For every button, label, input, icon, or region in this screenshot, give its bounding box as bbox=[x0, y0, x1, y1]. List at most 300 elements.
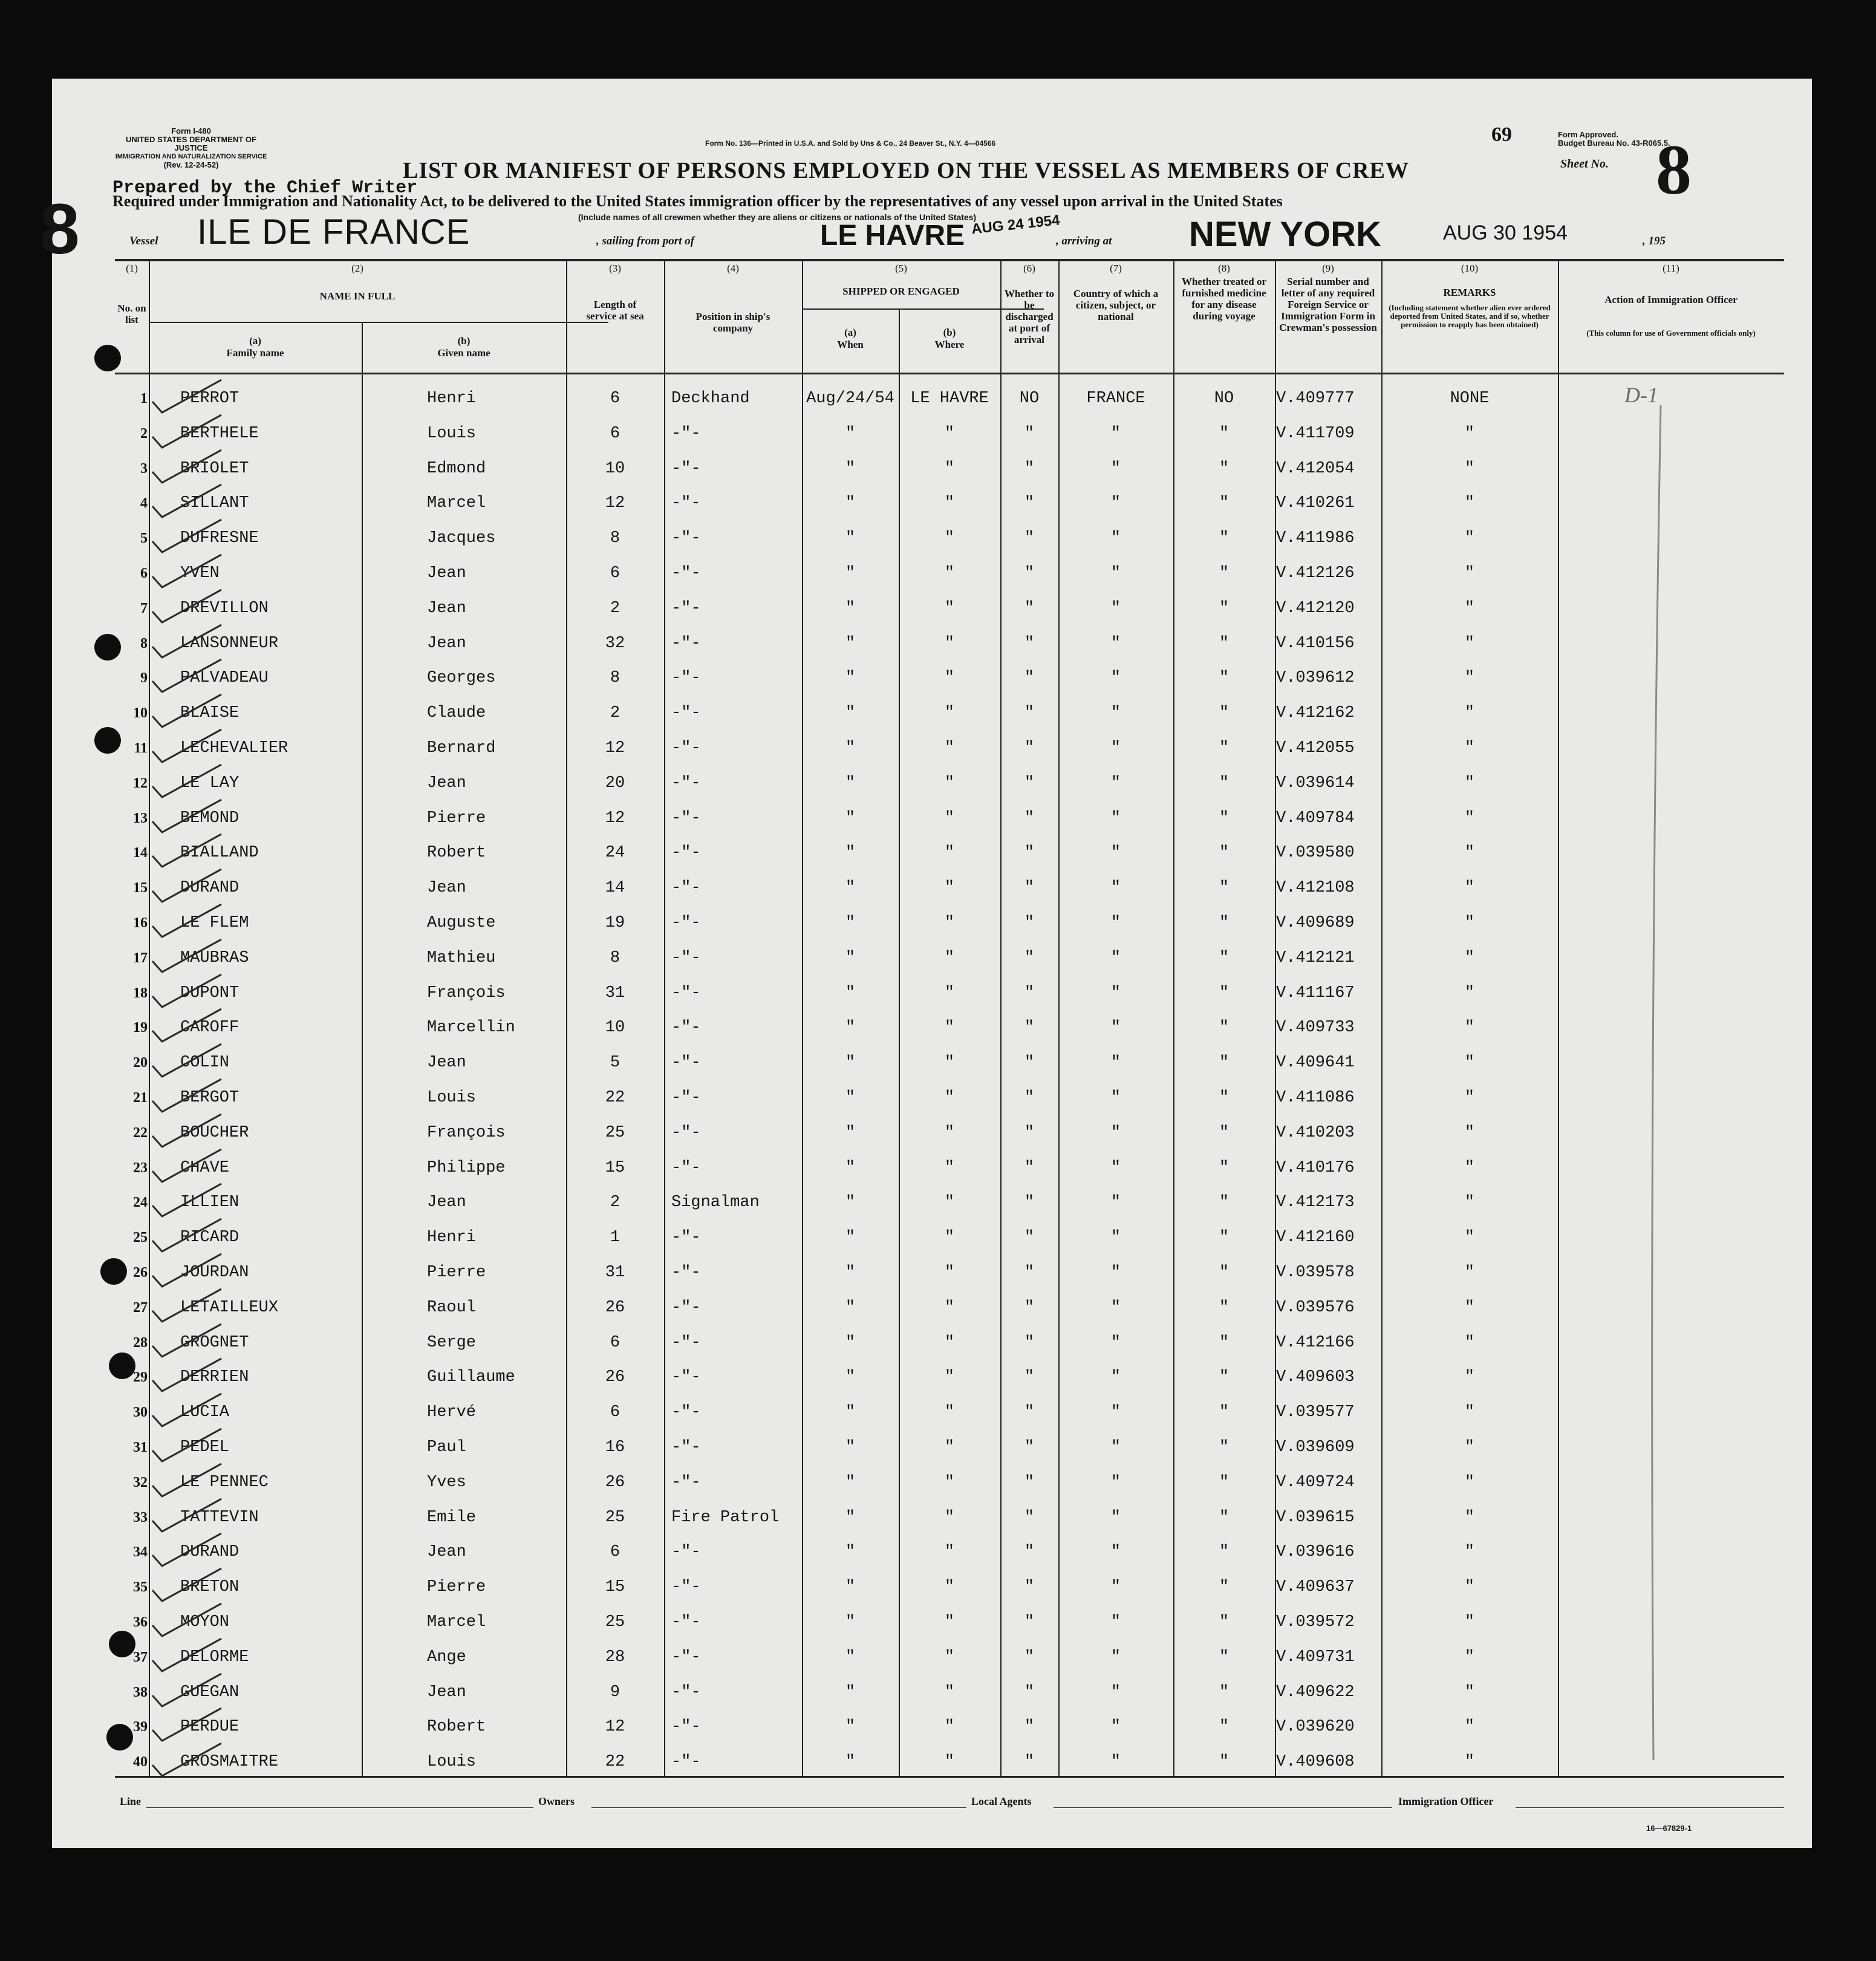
when-shipped: " bbox=[845, 914, 856, 932]
country: " bbox=[1110, 1298, 1121, 1317]
discharged: " bbox=[1024, 844, 1035, 863]
table-row bbox=[52, 1395, 1812, 1430]
length-of-service: 28 bbox=[605, 1648, 625, 1666]
position: -"- bbox=[671, 424, 701, 443]
serial-number: V.409731 bbox=[1276, 1648, 1355, 1666]
position: -"- bbox=[671, 774, 701, 792]
given-name: Marcel bbox=[427, 1613, 486, 1631]
country: " bbox=[1110, 844, 1121, 863]
country: " bbox=[1110, 1089, 1121, 1107]
row-number: 4 bbox=[140, 495, 148, 512]
family-name: DELORME bbox=[180, 1648, 249, 1666]
remarks: " bbox=[1464, 1368, 1475, 1387]
family-name: LETAILLEUX bbox=[180, 1298, 279, 1317]
given-name: Jean bbox=[427, 774, 466, 792]
position: -"- bbox=[671, 1019, 701, 1037]
row-number: 18 bbox=[133, 985, 148, 1001]
row-number: 40 bbox=[133, 1754, 148, 1770]
medicine: " bbox=[1219, 1753, 1229, 1772]
col-head-medicine: Whether treated or furnished medicine for any disease during voyage bbox=[1181, 276, 1267, 322]
country: " bbox=[1110, 1543, 1121, 1562]
given-name: Robert bbox=[427, 1718, 486, 1737]
given-name: Serge bbox=[427, 1333, 477, 1352]
country: " bbox=[1110, 1648, 1121, 1666]
approval-block bbox=[1558, 131, 1670, 148]
medicine: " bbox=[1219, 704, 1229, 723]
approval-line2: Budget Bureau No. 43-R065.5. bbox=[1558, 139, 1670, 148]
punch-hole bbox=[94, 727, 121, 754]
when-shipped: " bbox=[845, 1368, 856, 1387]
col-head-serial: Serial number and letter of any required Foreign Service or Immigration Form in Crewman's possession bbox=[1279, 276, 1377, 333]
when-shipped: " bbox=[845, 564, 856, 582]
table-row bbox=[52, 1360, 1812, 1395]
discharged: " bbox=[1024, 914, 1035, 932]
discharged: " bbox=[1024, 1228, 1035, 1247]
serial-number: V.039580 bbox=[1276, 844, 1355, 863]
position: Signalman bbox=[671, 1193, 760, 1212]
country: " bbox=[1110, 669, 1121, 688]
serial-number: V.039609 bbox=[1276, 1438, 1355, 1457]
family-name: LE PENNEC bbox=[180, 1473, 269, 1492]
given-name: Jean bbox=[427, 1683, 466, 1702]
remarks: NONE bbox=[1450, 390, 1490, 408]
discharged: " bbox=[1024, 529, 1035, 548]
remarks: " bbox=[1464, 634, 1475, 653]
when-shipped: " bbox=[845, 1333, 856, 1352]
table-row bbox=[52, 1640, 1812, 1675]
when-shipped: " bbox=[845, 1228, 856, 1247]
length-of-service: 22 bbox=[605, 1089, 625, 1107]
family-name: DUFRESNE bbox=[180, 529, 259, 548]
arrival-date: AUG 30 1954 bbox=[1443, 221, 1568, 244]
remarks: " bbox=[1464, 1264, 1475, 1282]
family-name: GUEGAN bbox=[180, 1683, 239, 1702]
length-of-service: 15 bbox=[605, 1158, 625, 1177]
where-shipped: " bbox=[944, 1054, 955, 1072]
where-shipped: " bbox=[944, 1508, 955, 1527]
where-shipped: " bbox=[944, 1019, 955, 1037]
given-name: Marcellin bbox=[427, 1019, 515, 1037]
remarks: " bbox=[1464, 599, 1475, 618]
officer-bracket-line bbox=[1624, 405, 1697, 1772]
remarks: " bbox=[1464, 1054, 1475, 1072]
when-shipped: " bbox=[845, 1123, 856, 1142]
given-name: Pierre bbox=[427, 1578, 486, 1597]
when-shipped: " bbox=[845, 1403, 856, 1422]
country: FRANCE bbox=[1086, 390, 1145, 408]
col-head-family: Family name bbox=[226, 347, 284, 359]
where-shipped: " bbox=[944, 599, 955, 618]
when-shipped: " bbox=[845, 1753, 856, 1772]
country: " bbox=[1110, 1228, 1121, 1247]
country: " bbox=[1110, 879, 1121, 898]
position: -"- bbox=[671, 704, 701, 723]
country: " bbox=[1110, 459, 1121, 478]
length-of-service: 14 bbox=[605, 879, 625, 898]
row-number: 1 bbox=[140, 391, 148, 406]
family-name: PEDEL bbox=[180, 1438, 230, 1457]
where-shipped: " bbox=[944, 1228, 955, 1247]
where-shipped: " bbox=[944, 1438, 955, 1457]
remarks: " bbox=[1464, 1578, 1475, 1597]
row-number: 6 bbox=[140, 566, 148, 581]
position: -"- bbox=[671, 914, 701, 932]
row-number: 27 bbox=[133, 1299, 148, 1316]
remarks: " bbox=[1464, 774, 1475, 792]
col-head-given: Given name bbox=[437, 347, 490, 359]
length-of-service: 2 bbox=[610, 704, 620, 723]
where-shipped: " bbox=[944, 1613, 955, 1631]
family-name: PERDUE bbox=[180, 1718, 239, 1737]
medicine: " bbox=[1219, 984, 1229, 1002]
table-row bbox=[52, 1430, 1812, 1465]
table-row bbox=[52, 1255, 1812, 1290]
discharged: " bbox=[1024, 1508, 1035, 1527]
position: -"- bbox=[671, 1683, 701, 1702]
length-of-service: 8 bbox=[610, 948, 620, 967]
family-name: BRETON bbox=[180, 1578, 239, 1597]
remarks: " bbox=[1464, 1333, 1475, 1352]
serial-number: V.412126 bbox=[1276, 564, 1355, 582]
remarks: " bbox=[1464, 1298, 1475, 1317]
remarks: " bbox=[1464, 1228, 1475, 1247]
family-name: MAUBRAS bbox=[180, 948, 249, 967]
medicine: " bbox=[1219, 529, 1229, 548]
where-shipped: " bbox=[944, 1193, 955, 1212]
when-shipped: Aug/24/54 bbox=[806, 390, 894, 408]
discharged: " bbox=[1024, 1403, 1035, 1422]
serial-number: V.410261 bbox=[1276, 494, 1355, 513]
length-of-service: 15 bbox=[605, 1578, 625, 1597]
family-name: BERGOT bbox=[180, 1089, 239, 1107]
table-row bbox=[52, 1605, 1812, 1640]
row-number: 23 bbox=[133, 1160, 148, 1176]
given-name: Raoul bbox=[427, 1298, 477, 1317]
when-shipped: " bbox=[845, 1718, 856, 1737]
country: " bbox=[1110, 1019, 1121, 1037]
where-shipped: " bbox=[944, 1368, 955, 1387]
table-row bbox=[52, 1115, 1812, 1150]
medicine: " bbox=[1219, 1054, 1229, 1072]
where-shipped: " bbox=[944, 844, 955, 863]
where-shipped: " bbox=[944, 634, 955, 653]
where-shipped: " bbox=[944, 914, 955, 932]
table-row bbox=[52, 1325, 1812, 1360]
col-head-no: No. on list bbox=[117, 302, 146, 325]
when-shipped: " bbox=[845, 879, 856, 898]
remarks: " bbox=[1464, 914, 1475, 932]
remarks: " bbox=[1464, 1543, 1475, 1562]
discharged: " bbox=[1024, 634, 1035, 653]
country: " bbox=[1110, 564, 1121, 582]
when-shipped: " bbox=[845, 459, 856, 478]
length-of-service: 22 bbox=[605, 1753, 625, 1772]
where-shipped: " bbox=[944, 809, 955, 827]
discharged: " bbox=[1024, 494, 1035, 513]
discharged: " bbox=[1024, 1089, 1035, 1107]
given-name: Paul bbox=[427, 1438, 466, 1457]
given-name: Pierre bbox=[427, 1264, 486, 1282]
agency-form: Form I-480 bbox=[171, 126, 211, 135]
col-head-name: NAME IN FULL bbox=[319, 290, 396, 302]
when-shipped: " bbox=[845, 1054, 856, 1072]
punch-hole bbox=[109, 1352, 135, 1379]
family-name: TATTEVIN bbox=[180, 1508, 259, 1527]
country: " bbox=[1110, 494, 1121, 513]
serial-number: V.409637 bbox=[1276, 1578, 1355, 1597]
discharged: " bbox=[1024, 879, 1035, 898]
when-shipped: " bbox=[845, 844, 856, 863]
where-shipped: " bbox=[944, 1158, 955, 1177]
country: " bbox=[1110, 1403, 1121, 1422]
family-name: BEMOND bbox=[180, 809, 239, 827]
where-shipped: " bbox=[944, 1298, 955, 1317]
medicine: " bbox=[1219, 1648, 1229, 1666]
discharged: " bbox=[1024, 1578, 1035, 1597]
serial-number: V.409733 bbox=[1276, 1019, 1355, 1037]
given-name: Henri bbox=[427, 390, 477, 408]
position: -"- bbox=[671, 1368, 701, 1387]
remarks: " bbox=[1464, 1613, 1475, 1631]
medicine: " bbox=[1219, 1403, 1229, 1422]
country: " bbox=[1110, 774, 1121, 792]
row-number: 2 bbox=[140, 425, 148, 442]
family-name: BERTHELE bbox=[180, 424, 259, 443]
given-name: Louis bbox=[427, 424, 477, 443]
length-of-service: 5 bbox=[610, 1054, 620, 1072]
position: -"- bbox=[671, 1264, 701, 1282]
discharged: " bbox=[1024, 1158, 1035, 1177]
vessel-label: Vessel bbox=[129, 235, 158, 247]
remarks: " bbox=[1464, 1753, 1475, 1772]
agency-line2: IMMIGRATION AND NATURALIZATION SERVICE bbox=[115, 153, 267, 160]
position: -"- bbox=[671, 1333, 701, 1352]
family-name: DUPONT bbox=[180, 984, 239, 1002]
given-name: Jacques bbox=[427, 529, 496, 548]
length-of-service: 24 bbox=[605, 844, 625, 863]
serial-number: V.410203 bbox=[1276, 1123, 1355, 1142]
family-name: BIALLAND bbox=[180, 844, 259, 863]
country: " bbox=[1110, 739, 1121, 757]
position: -"- bbox=[671, 809, 701, 827]
medicine: " bbox=[1219, 1298, 1229, 1317]
discharged: " bbox=[1024, 669, 1035, 688]
given-name: Georges bbox=[427, 669, 496, 688]
position: -"- bbox=[671, 948, 701, 967]
serial-number: V.411709 bbox=[1276, 424, 1355, 443]
given-name: Jean bbox=[427, 1054, 466, 1072]
when-shipped: " bbox=[845, 739, 856, 757]
row-number: 33 bbox=[133, 1509, 148, 1525]
given-name: Robert bbox=[427, 844, 486, 863]
length-of-service: 12 bbox=[605, 739, 625, 757]
table-row bbox=[52, 696, 1812, 731]
remarks: " bbox=[1464, 424, 1475, 443]
col-head-where-b: (b) bbox=[943, 327, 956, 338]
given-name: Claude bbox=[427, 704, 486, 723]
remarks: " bbox=[1464, 948, 1475, 967]
remarks: " bbox=[1464, 459, 1475, 478]
serial-number: V.409777 bbox=[1276, 390, 1355, 408]
when-shipped: " bbox=[845, 774, 856, 792]
position: -"- bbox=[671, 739, 701, 757]
position: -"- bbox=[671, 1718, 701, 1737]
where-shipped: " bbox=[944, 774, 955, 792]
length-of-service: 6 bbox=[610, 1333, 620, 1352]
colnum-10: (10) bbox=[1461, 263, 1479, 274]
position: -"- bbox=[671, 1298, 701, 1317]
family-name: JOURDAN bbox=[180, 1264, 249, 1282]
discharged: " bbox=[1024, 948, 1035, 967]
given-name: Edmond bbox=[427, 459, 486, 478]
length-of-service: 9 bbox=[610, 1683, 620, 1702]
country: " bbox=[1110, 1158, 1121, 1177]
length-of-service: 10 bbox=[605, 1019, 625, 1037]
given-name: Yves bbox=[427, 1473, 466, 1492]
col-head-action: Action of Immigration Officer bbox=[1604, 294, 1738, 305]
discharged: " bbox=[1024, 1543, 1035, 1562]
serial-number: V.039576 bbox=[1276, 1298, 1355, 1317]
where-shipped: " bbox=[944, 669, 955, 688]
row-number: 24 bbox=[133, 1195, 148, 1211]
given-name: Jean bbox=[427, 1543, 466, 1562]
discharged: " bbox=[1024, 1473, 1035, 1492]
medicine: " bbox=[1219, 739, 1229, 757]
discharged: " bbox=[1024, 1123, 1035, 1142]
page-number: 69 bbox=[1491, 123, 1512, 146]
country: " bbox=[1110, 1264, 1121, 1282]
row-number: 3 bbox=[140, 460, 148, 477]
discharged: " bbox=[1024, 809, 1035, 827]
discharged: NO bbox=[1019, 390, 1040, 408]
serial-number: V.409622 bbox=[1276, 1683, 1355, 1702]
given-name: François bbox=[427, 984, 506, 1002]
table-top-rule bbox=[115, 259, 1784, 261]
where-shipped: " bbox=[944, 424, 955, 443]
where-shipped: " bbox=[944, 948, 955, 967]
given-name: Mathieu bbox=[427, 948, 496, 967]
table-row bbox=[52, 1080, 1812, 1115]
serial-number: V.412173 bbox=[1276, 1193, 1355, 1212]
remarks: " bbox=[1464, 1193, 1475, 1212]
length-of-service: 26 bbox=[605, 1298, 625, 1317]
col-head-remarks-note: (Including statement whether alien ever ordered deported from United States, and if so, whether permission to reapply has been obtained) bbox=[1389, 303, 1551, 329]
row-number: 9 bbox=[140, 670, 148, 687]
manifest-sheet bbox=[40, 79, 1812, 1848]
sheet-number: 8 bbox=[1656, 130, 1692, 209]
when-shipped: " bbox=[845, 529, 856, 548]
when-shipped: " bbox=[845, 494, 856, 513]
length-of-service: 6 bbox=[610, 424, 620, 443]
family-name: SILLANT bbox=[180, 494, 249, 513]
table-row bbox=[52, 1150, 1812, 1186]
country: " bbox=[1110, 1123, 1121, 1142]
length-of-service: 2 bbox=[610, 599, 620, 618]
family-name: BOUCHER bbox=[180, 1123, 249, 1142]
length-of-service: 6 bbox=[610, 1403, 620, 1422]
serial-number: V.039578 bbox=[1276, 1264, 1355, 1282]
serial-number: V.039620 bbox=[1276, 1718, 1355, 1737]
length-of-service: 26 bbox=[605, 1368, 625, 1387]
length-of-service: 25 bbox=[605, 1123, 625, 1142]
where-shipped: " bbox=[944, 984, 955, 1002]
position: -"- bbox=[671, 564, 701, 582]
row-number: 21 bbox=[133, 1090, 148, 1106]
row-number: 37 bbox=[133, 1649, 148, 1665]
country: " bbox=[1110, 809, 1121, 827]
row-number: 10 bbox=[133, 705, 148, 722]
colnum-11: (11) bbox=[1663, 263, 1679, 274]
footer-print-code: 16—67829-1 bbox=[1646, 1824, 1692, 1833]
serial-number: V.412055 bbox=[1276, 739, 1355, 757]
medicine: " bbox=[1219, 1228, 1229, 1247]
given-name: Jean bbox=[427, 564, 466, 582]
length-of-service: 12 bbox=[605, 494, 625, 513]
discharged: " bbox=[1024, 1019, 1035, 1037]
country: " bbox=[1110, 1473, 1121, 1492]
serial-number: V.039572 bbox=[1276, 1613, 1355, 1631]
medicine: " bbox=[1219, 1123, 1229, 1142]
given-name: Jean bbox=[427, 599, 466, 618]
when-shipped: " bbox=[845, 1019, 856, 1037]
position: -"- bbox=[671, 599, 701, 618]
remarks: " bbox=[1464, 739, 1475, 757]
remarks: " bbox=[1464, 1438, 1475, 1457]
position: -"- bbox=[671, 1403, 701, 1422]
length-of-service: 16 bbox=[605, 1438, 625, 1457]
agency-rev: (Rev. 12-24-52) bbox=[163, 160, 219, 169]
family-name: GROGNET bbox=[180, 1333, 249, 1352]
given-name: François bbox=[427, 1123, 506, 1142]
country: " bbox=[1110, 948, 1121, 967]
medicine: " bbox=[1219, 1473, 1229, 1492]
given-name: Louis bbox=[427, 1753, 477, 1772]
family-name: LE FLEM bbox=[180, 914, 249, 932]
table-row bbox=[52, 661, 1812, 696]
serial-number: V.039612 bbox=[1276, 669, 1355, 688]
country: " bbox=[1110, 1508, 1121, 1527]
discharged: " bbox=[1024, 1264, 1035, 1282]
length-of-service: 6 bbox=[610, 564, 620, 582]
given-name: Jean bbox=[427, 879, 466, 898]
row-number: 13 bbox=[133, 810, 148, 826]
table-row bbox=[52, 591, 1812, 626]
row-number: 28 bbox=[133, 1334, 148, 1351]
where-shipped: " bbox=[944, 564, 955, 582]
where-shipped: LE HAVRE bbox=[910, 390, 989, 408]
where-shipped: " bbox=[944, 1753, 955, 1772]
arriving-label: , arriving at bbox=[1056, 235, 1112, 247]
position: Deckhand bbox=[671, 390, 750, 408]
colnum-7: (7) bbox=[1110, 263, 1122, 274]
when-shipped: " bbox=[845, 1508, 856, 1527]
medicine: " bbox=[1219, 1368, 1229, 1387]
discharged: " bbox=[1024, 1753, 1035, 1772]
remarks: " bbox=[1464, 1508, 1475, 1527]
punch-hole bbox=[100, 1258, 127, 1285]
position: -"- bbox=[671, 1613, 701, 1631]
serial-number: V.409689 bbox=[1276, 914, 1355, 932]
position: -"- bbox=[671, 1648, 701, 1666]
medicine: " bbox=[1219, 1683, 1229, 1702]
medicine: " bbox=[1219, 424, 1229, 443]
serial-number: V.412160 bbox=[1276, 1228, 1355, 1247]
position: -"- bbox=[671, 1473, 701, 1492]
given-name: Auguste bbox=[427, 914, 496, 932]
position: -"- bbox=[671, 844, 701, 863]
when-shipped: " bbox=[845, 1438, 856, 1457]
medicine: " bbox=[1219, 809, 1229, 827]
